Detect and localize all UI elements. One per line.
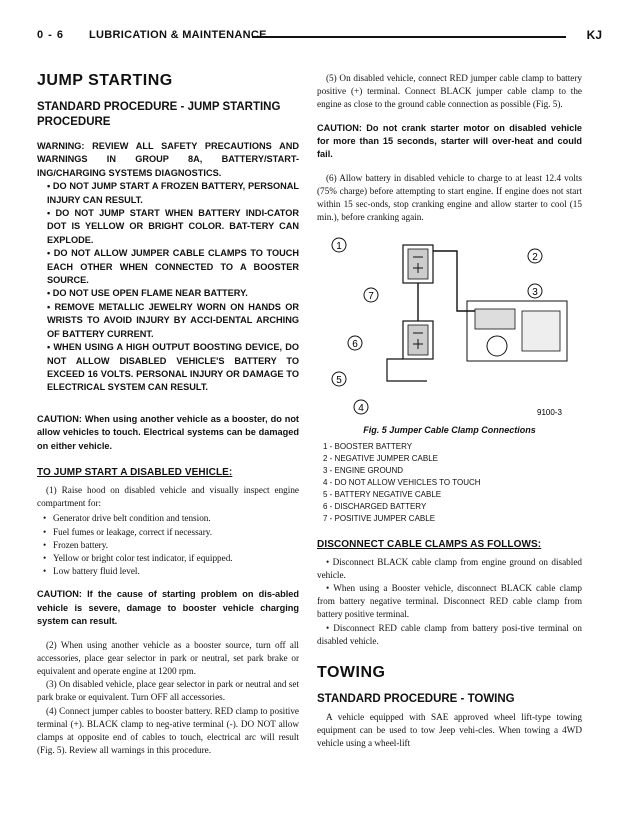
list-item: • Frozen battery. <box>37 539 299 552</box>
step-1: (1) Raise hood on disabled vehicle and visually inspect engine compartment for: <box>37 484 299 509</box>
warning-item: • DO NOT USE OPEN FLAME NEAR BATTERY. <box>47 288 248 299</box>
warning-item: • WHEN USING A HIGH OUTPUT BOOSTING DEVICE, DO NOT ALLOW DISABLED VEHICLE'S BATTERY TO EXCEED 16 VOLTS. PERSONAL INJURY OR DAMAGE TO ELECTRICAL SYSTEM CAN RESULT. <box>47 342 299 393</box>
header-rule <box>252 36 566 38</box>
towing-text: A vehicle equipped with SAE approved wheel lift-type towing equipment can be used to tow Jeep vehi-cles. When towing a 4WD vehicle using a wheel-lift <box>317 712 582 749</box>
model-code: KJ <box>586 28 602 42</box>
legend-item: 3 - ENGINE GROUND <box>323 465 404 475</box>
jump-starting-title: JUMP STARTING <box>37 72 173 89</box>
legend-item: 6 - DISCHARGED BATTERY <box>323 501 427 511</box>
jumper-cable-diagram <box>317 231 575 421</box>
disconnect-item: • Disconnect RED cable clamp from battery posi-tive terminal on disabled vehicle. <box>317 622 582 646</box>
caution-starter: CAUTION: Do not crank starter motor on disabled vehicle for more than 15 seconds, starter will over-heat and could fail. <box>317 122 582 160</box>
warning-item: • DO NOT JUMP START WHEN BATTERY INDI-CATOR DOT IS YELLOW OR BRIGHT COLOR. BAT-TERY CAN EXPLODE. <box>47 208 299 245</box>
step-5: (5) On disabled vehicle, connect RED jumper cable clamp to battery positive (+) terminal. Connect BLACK jumper cable clamp to the engine as close to the ground cable connection as possible (Fig. 5). <box>317 73 582 110</box>
caution-vehicles: CAUTION: When using another vehicle as a booster, do not allow vehicles to touch. Electrical systems can be damaged on either vehicle. <box>37 413 299 451</box>
legend-item: 2 - NEGATIVE JUMPER CABLE <box>323 453 438 463</box>
callout-1: 1 <box>336 240 342 252</box>
warning-text: WARNING: REVIEW ALL SAFETY PRECAUTIONS AND WARNINGS IN GROUP 8A, BATTERY/START-ING/CHARGING SYSTEMS DIAGNOSTICS. <box>37 141 299 178</box>
callout-7: 7 <box>368 290 374 302</box>
legend-item: 7 - POSITIVE JUMPER CABLE <box>323 513 436 523</box>
legend-item: 4 - DO NOT ALLOW VEHICLES TO TOUCH <box>323 477 481 487</box>
list-item: • Fuel fumes or leakage, correct if necessary. <box>37 526 299 539</box>
callout-2: 2 <box>532 251 538 263</box>
left-column <box>37 72 299 757</box>
towing-title: TOWING <box>317 664 386 682</box>
section-title: LUBRICATION & MAINTENANCE <box>89 29 267 41</box>
step-6: (6) Allow battery in disabled vehicle to charge to at least 12.4 volts (75% charge) before attempting to start engine. If engine does not start within 15 sec-onds, stop cranking engine and allow starter to cool (15 min.), before cranking again. <box>317 172 582 223</box>
caution-charging: CAUTION: If the cause of starting problem on dis-abled vehicle is severe, damage to booster vehicle charging system can result. <box>37 589 299 627</box>
inspect-list <box>37 512 299 578</box>
warning-block <box>37 140 299 395</box>
callout-3: 3 <box>532 286 538 298</box>
disconnect-item: • When using a Booster vehicle, disconnect BLACK cable clamp from battery negative terminal. Disconnect RED cable clamp from battery positive terminal. <box>317 583 582 620</box>
disconnect-item: • Disconnect BLACK cable clamp from engine ground on disabled vehicle. <box>317 556 582 580</box>
step-3: (3) On disabled vehicle, place gear selector in park or neutral and set park brake or equivalent. Turn OFF all accessories. <box>37 679 299 703</box>
page-header <box>37 29 602 45</box>
legend-item: 5 - BATTERY NEGATIVE CABLE <box>323 489 442 499</box>
disconnect-heading: DISCONNECT CABLE CLAMPS AS FOLLOWS: <box>317 538 542 550</box>
warning-item: • DO NOT JUMP START A FROZEN BATTERY, PERSONAL INJURY CAN RESULT. <box>47 181 299 205</box>
step-4: (4) Connect jumper cables to booster battery. RED clamp to positive terminal (+). BLACK clamp to neg-ative terminal (-). DO NOT allow clamps at opposite end of cables to touch, electrical arc will result (Fig. 5). Review all warnings in this procedure. <box>37 705 299 756</box>
figure-caption: Fig. 5 Jumper Cable Clamp Connections <box>363 424 536 435</box>
figure-legend <box>323 441 582 525</box>
jumper-cable-figure <box>317 231 575 421</box>
towing-subtitle: STANDARD PROCEDURE - TOWING <box>317 693 515 706</box>
warning-item: • REMOVE METALLIC JEWELRY WORN ON HANDS OR WRISTS TO AVOID INJURY BY ACCI-DENTAL ARCHING OF BATTERY CURRENT. <box>47 301 299 339</box>
jump-procedure-subtitle: STANDARD PROCEDURE - JUMP STARTING PROCEDURE <box>37 101 281 128</box>
callout-6: 6 <box>352 338 358 350</box>
to-jump-heading: TO JUMP START A DISABLED VEHICLE: <box>37 466 233 478</box>
page-number: 0 - 6 <box>37 29 65 41</box>
list-item: • Generator drive belt condition and tension. <box>37 512 299 525</box>
legend-item: 1 - BOOSTER BATTERY <box>323 441 413 451</box>
right-column <box>317 72 582 751</box>
callout-5: 5 <box>336 374 342 386</box>
step-2: (2) When using another vehicle as a booster source, turn off all accessories, place gear selector in park or neutral, set park brake or equivalent and operate engine at 1200 rpm. <box>37 639 299 676</box>
list-item: • Low battery fluid level. <box>37 565 299 578</box>
callout-4: 4 <box>358 402 364 414</box>
figure-code: 9100-3 <box>537 407 562 417</box>
list-item: • Yellow or bright color test indicator, if equipped. <box>37 552 299 565</box>
warning-item: • DO NOT ALLOW JUMPER CABLE CLAMPS TO TOUCH EACH OTHER WHEN CONNECTED TO A BOOSTER SOURCE. <box>47 248 299 286</box>
